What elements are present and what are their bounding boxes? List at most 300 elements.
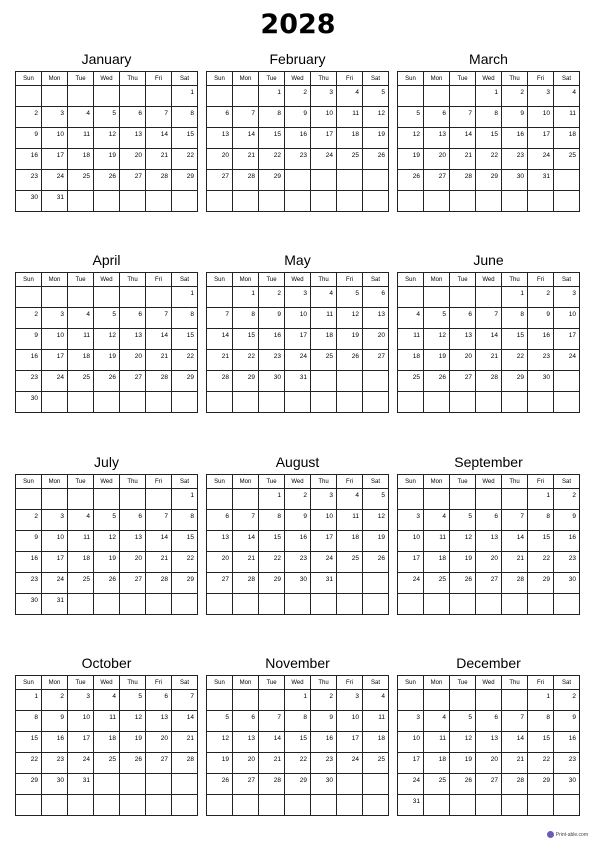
day-cell bbox=[94, 86, 120, 107]
weekday-header: Thu bbox=[311, 475, 337, 489]
day-cell bbox=[42, 86, 68, 107]
weekday-header: Sun bbox=[16, 475, 42, 489]
day-cell: 2 bbox=[16, 510, 42, 531]
day-cell: 5 bbox=[207, 711, 233, 732]
day-cell: 15 bbox=[233, 329, 259, 350]
day-cell: 30 bbox=[42, 774, 68, 795]
weekday-header: Fri bbox=[146, 273, 172, 287]
day-cell: 2 bbox=[16, 107, 42, 128]
day-cell: 19 bbox=[363, 531, 389, 552]
day-cell: 27 bbox=[120, 371, 146, 392]
day-cell: 5 bbox=[398, 107, 424, 128]
day-cell: 14 bbox=[146, 531, 172, 552]
weekday-header: Wed bbox=[476, 676, 502, 690]
weekday-header: Tue bbox=[68, 475, 94, 489]
day-cell bbox=[528, 594, 554, 615]
day-cell bbox=[398, 594, 424, 615]
day-cell: 21 bbox=[172, 732, 198, 753]
day-cell: 2 bbox=[311, 690, 337, 711]
day-cell bbox=[363, 573, 389, 594]
day-cell: 5 bbox=[94, 510, 120, 531]
month-grid bbox=[15, 675, 198, 816]
day-cell bbox=[94, 489, 120, 510]
day-cell bbox=[311, 795, 337, 816]
day-cell: 4 bbox=[424, 510, 450, 531]
weekday-header: Tue bbox=[259, 273, 285, 287]
weekday-header: Thu bbox=[311, 676, 337, 690]
weekday-header: Sun bbox=[398, 676, 424, 690]
month-calendar bbox=[206, 47, 389, 212]
day-cell: 30 bbox=[16, 594, 42, 615]
day-cell: 19 bbox=[207, 753, 233, 774]
day-cell: 12 bbox=[207, 732, 233, 753]
day-cell: 1 bbox=[172, 489, 198, 510]
day-cell bbox=[528, 795, 554, 816]
weekday-header: Sun bbox=[16, 676, 42, 690]
day-cell bbox=[233, 191, 259, 212]
day-cell: 17 bbox=[42, 149, 68, 170]
weekday-header: Mon bbox=[233, 676, 259, 690]
day-cell: 1 bbox=[259, 489, 285, 510]
day-cell: 20 bbox=[233, 753, 259, 774]
day-cell: 7 bbox=[146, 510, 172, 531]
day-cell: 6 bbox=[476, 510, 502, 531]
day-cell: 2 bbox=[285, 86, 311, 107]
day-cell: 23 bbox=[16, 170, 42, 191]
day-cell: 13 bbox=[476, 732, 502, 753]
day-cell bbox=[450, 287, 476, 308]
weekday-header: Mon bbox=[42, 676, 68, 690]
day-cell: 18 bbox=[311, 329, 337, 350]
day-cell: 22 bbox=[16, 753, 42, 774]
day-cell: 1 bbox=[16, 690, 42, 711]
weekday-header: Wed bbox=[476, 475, 502, 489]
day-cell bbox=[424, 690, 450, 711]
weekday-header: Sun bbox=[207, 273, 233, 287]
day-cell: 1 bbox=[172, 287, 198, 308]
day-cell: 30 bbox=[311, 774, 337, 795]
weekday-header: Mon bbox=[424, 72, 450, 86]
month-grid bbox=[206, 675, 389, 816]
day-cell: 30 bbox=[259, 371, 285, 392]
day-cell: 8 bbox=[16, 711, 42, 732]
day-cell: 17 bbox=[398, 753, 424, 774]
day-cell bbox=[146, 594, 172, 615]
day-cell: 13 bbox=[120, 128, 146, 149]
day-cell bbox=[311, 594, 337, 615]
month-name: March bbox=[469, 51, 508, 67]
day-cell bbox=[450, 86, 476, 107]
day-cell: 6 bbox=[424, 107, 450, 128]
day-cell bbox=[146, 392, 172, 413]
day-cell: 22 bbox=[172, 350, 198, 371]
weekday-header: Wed bbox=[476, 72, 502, 86]
day-cell: 20 bbox=[424, 149, 450, 170]
day-cell: 27 bbox=[146, 753, 172, 774]
day-cell: 6 bbox=[120, 510, 146, 531]
day-cell: 8 bbox=[502, 308, 528, 329]
day-cell: 11 bbox=[68, 329, 94, 350]
month-grid bbox=[206, 474, 389, 615]
day-cell bbox=[450, 690, 476, 711]
day-cell: 28 bbox=[146, 371, 172, 392]
day-cell: 31 bbox=[398, 795, 424, 816]
day-cell: 21 bbox=[233, 552, 259, 573]
day-cell bbox=[554, 392, 580, 413]
weekday-header: Sat bbox=[172, 475, 198, 489]
day-cell: 26 bbox=[450, 573, 476, 594]
day-cell: 4 bbox=[337, 86, 363, 107]
day-cell bbox=[207, 191, 233, 212]
day-cell: 19 bbox=[94, 149, 120, 170]
day-cell bbox=[528, 191, 554, 212]
day-cell: 5 bbox=[450, 711, 476, 732]
day-cell: 9 bbox=[259, 308, 285, 329]
day-cell: 28 bbox=[502, 774, 528, 795]
day-cell bbox=[337, 170, 363, 191]
weekday-header: Thu bbox=[120, 72, 146, 86]
day-cell: 4 bbox=[68, 308, 94, 329]
day-cell: 14 bbox=[172, 711, 198, 732]
day-cell bbox=[233, 594, 259, 615]
day-cell bbox=[337, 191, 363, 212]
day-cell: 2 bbox=[528, 287, 554, 308]
day-cell: 30 bbox=[554, 573, 580, 594]
day-cell: 26 bbox=[207, 774, 233, 795]
day-cell: 11 bbox=[363, 711, 389, 732]
day-cell: 21 bbox=[476, 350, 502, 371]
day-cell bbox=[120, 287, 146, 308]
month-name: October bbox=[81, 655, 132, 671]
day-cell: 2 bbox=[554, 489, 580, 510]
day-cell bbox=[146, 489, 172, 510]
day-cell: 5 bbox=[363, 86, 389, 107]
brand-logo-icon bbox=[547, 831, 554, 838]
day-cell: 28 bbox=[502, 573, 528, 594]
day-cell bbox=[311, 392, 337, 413]
day-cell: 18 bbox=[363, 732, 389, 753]
day-cell bbox=[207, 489, 233, 510]
day-cell: 21 bbox=[146, 149, 172, 170]
day-cell: 11 bbox=[337, 107, 363, 128]
day-cell: 16 bbox=[528, 329, 554, 350]
day-cell: 11 bbox=[337, 510, 363, 531]
day-cell: 17 bbox=[554, 329, 580, 350]
day-cell: 4 bbox=[68, 510, 94, 531]
weekday-header: Sat bbox=[554, 273, 580, 287]
day-cell: 1 bbox=[172, 86, 198, 107]
weekday-header: Sat bbox=[363, 475, 389, 489]
day-cell: 18 bbox=[337, 531, 363, 552]
weekday-header: Mon bbox=[424, 273, 450, 287]
day-cell: 15 bbox=[172, 128, 198, 149]
day-cell: 21 bbox=[146, 552, 172, 573]
day-cell bbox=[16, 86, 42, 107]
weekday-header: Fri bbox=[528, 475, 554, 489]
day-cell: 30 bbox=[502, 170, 528, 191]
day-cell bbox=[42, 489, 68, 510]
day-cell bbox=[476, 191, 502, 212]
day-cell bbox=[68, 287, 94, 308]
day-cell: 26 bbox=[94, 371, 120, 392]
day-cell bbox=[172, 594, 198, 615]
day-cell: 10 bbox=[528, 107, 554, 128]
day-cell: 2 bbox=[502, 86, 528, 107]
day-cell: 24 bbox=[554, 350, 580, 371]
day-cell: 9 bbox=[285, 107, 311, 128]
weekday-header: Sat bbox=[554, 475, 580, 489]
day-cell: 7 bbox=[172, 690, 198, 711]
month-calendar bbox=[397, 248, 580, 413]
weekday-header: Tue bbox=[259, 475, 285, 489]
day-cell: 18 bbox=[68, 552, 94, 573]
day-cell bbox=[311, 371, 337, 392]
day-cell: 13 bbox=[207, 531, 233, 552]
day-cell bbox=[337, 795, 363, 816]
day-cell: 21 bbox=[146, 350, 172, 371]
day-cell bbox=[424, 191, 450, 212]
day-cell: 10 bbox=[42, 329, 68, 350]
weekday-header: Thu bbox=[120, 475, 146, 489]
day-cell: 8 bbox=[476, 107, 502, 128]
day-cell: 19 bbox=[424, 350, 450, 371]
day-cell: 2 bbox=[554, 690, 580, 711]
day-cell: 28 bbox=[476, 371, 502, 392]
day-cell bbox=[476, 690, 502, 711]
day-cell bbox=[120, 795, 146, 816]
day-cell: 25 bbox=[68, 170, 94, 191]
day-cell bbox=[450, 191, 476, 212]
day-cell: 12 bbox=[120, 711, 146, 732]
day-cell: 21 bbox=[502, 552, 528, 573]
day-cell: 21 bbox=[259, 753, 285, 774]
weekday-header: Sat bbox=[554, 676, 580, 690]
weekday-header: Wed bbox=[285, 72, 311, 86]
day-cell: 9 bbox=[311, 711, 337, 732]
weekday-header: Sat bbox=[172, 72, 198, 86]
day-cell: 25 bbox=[337, 552, 363, 573]
day-cell: 10 bbox=[42, 531, 68, 552]
day-cell bbox=[94, 191, 120, 212]
day-cell bbox=[337, 594, 363, 615]
month-grid bbox=[397, 474, 580, 615]
day-cell bbox=[207, 86, 233, 107]
day-cell: 16 bbox=[16, 350, 42, 371]
weekday-header: Thu bbox=[502, 72, 528, 86]
day-cell: 11 bbox=[398, 329, 424, 350]
day-cell bbox=[120, 594, 146, 615]
day-cell: 28 bbox=[233, 170, 259, 191]
day-cell: 25 bbox=[337, 149, 363, 170]
day-cell: 16 bbox=[285, 128, 311, 149]
day-cell: 9 bbox=[554, 711, 580, 732]
weekday-header: Sun bbox=[398, 273, 424, 287]
day-cell bbox=[172, 774, 198, 795]
day-cell bbox=[337, 392, 363, 413]
day-cell: 16 bbox=[502, 128, 528, 149]
day-cell bbox=[476, 392, 502, 413]
month-name: May bbox=[284, 252, 311, 268]
day-cell: 22 bbox=[285, 753, 311, 774]
day-cell bbox=[146, 86, 172, 107]
day-cell: 10 bbox=[42, 128, 68, 149]
day-cell bbox=[476, 489, 502, 510]
day-cell: 30 bbox=[16, 191, 42, 212]
day-cell bbox=[16, 489, 42, 510]
day-cell: 9 bbox=[16, 531, 42, 552]
day-cell: 27 bbox=[120, 170, 146, 191]
day-cell: 14 bbox=[502, 732, 528, 753]
weekday-header: Fri bbox=[146, 72, 172, 86]
month-calendar bbox=[206, 651, 389, 816]
day-cell: 7 bbox=[450, 107, 476, 128]
day-cell: 24 bbox=[42, 371, 68, 392]
day-cell: 24 bbox=[68, 753, 94, 774]
day-cell: 24 bbox=[285, 350, 311, 371]
day-cell: 31 bbox=[311, 573, 337, 594]
day-cell bbox=[259, 191, 285, 212]
day-cell: 1 bbox=[233, 287, 259, 308]
day-cell: 29 bbox=[502, 371, 528, 392]
day-cell: 15 bbox=[259, 128, 285, 149]
day-cell: 14 bbox=[233, 128, 259, 149]
day-cell bbox=[311, 170, 337, 191]
weekday-header: Wed bbox=[94, 676, 120, 690]
day-cell: 1 bbox=[528, 690, 554, 711]
day-cell: 9 bbox=[554, 510, 580, 531]
day-cell: 23 bbox=[528, 350, 554, 371]
day-cell: 26 bbox=[398, 170, 424, 191]
day-cell bbox=[424, 795, 450, 816]
day-cell: 21 bbox=[233, 149, 259, 170]
day-cell: 18 bbox=[68, 350, 94, 371]
day-cell: 10 bbox=[554, 308, 580, 329]
day-cell: 5 bbox=[94, 107, 120, 128]
month-calendar bbox=[15, 248, 198, 413]
day-cell: 26 bbox=[450, 774, 476, 795]
day-cell: 24 bbox=[528, 149, 554, 170]
day-cell: 8 bbox=[528, 510, 554, 531]
day-cell: 16 bbox=[554, 531, 580, 552]
day-cell: 1 bbox=[259, 86, 285, 107]
day-cell: 13 bbox=[120, 329, 146, 350]
day-cell: 5 bbox=[424, 308, 450, 329]
day-cell bbox=[172, 392, 198, 413]
day-cell: 22 bbox=[502, 350, 528, 371]
month-calendar bbox=[206, 450, 389, 615]
weekday-header: Thu bbox=[502, 273, 528, 287]
day-cell: 18 bbox=[554, 128, 580, 149]
weekday-header: Fri bbox=[146, 475, 172, 489]
month-grid bbox=[397, 675, 580, 816]
day-cell: 11 bbox=[68, 531, 94, 552]
day-cell: 8 bbox=[528, 711, 554, 732]
day-cell: 19 bbox=[337, 329, 363, 350]
day-cell: 31 bbox=[68, 774, 94, 795]
day-cell: 18 bbox=[424, 753, 450, 774]
day-cell: 27 bbox=[233, 774, 259, 795]
day-cell bbox=[16, 795, 42, 816]
day-cell: 7 bbox=[146, 308, 172, 329]
day-cell bbox=[16, 287, 42, 308]
day-cell: 26 bbox=[94, 170, 120, 191]
day-cell bbox=[398, 287, 424, 308]
day-cell: 22 bbox=[476, 149, 502, 170]
day-cell: 3 bbox=[42, 107, 68, 128]
day-cell: 18 bbox=[68, 149, 94, 170]
day-cell: 16 bbox=[285, 531, 311, 552]
day-cell: 29 bbox=[172, 170, 198, 191]
day-cell bbox=[554, 594, 580, 615]
day-cell bbox=[259, 795, 285, 816]
day-cell bbox=[172, 795, 198, 816]
day-cell bbox=[207, 690, 233, 711]
weekday-header: Sun bbox=[16, 273, 42, 287]
day-cell: 23 bbox=[285, 149, 311, 170]
day-cell bbox=[450, 594, 476, 615]
weekday-header: Sat bbox=[172, 273, 198, 287]
day-cell: 6 bbox=[363, 287, 389, 308]
day-cell: 9 bbox=[42, 711, 68, 732]
weekday-header: Tue bbox=[68, 676, 94, 690]
month-calendar bbox=[397, 47, 580, 212]
day-cell bbox=[68, 594, 94, 615]
weekday-header: Sat bbox=[363, 72, 389, 86]
day-cell: 23 bbox=[259, 350, 285, 371]
day-cell: 16 bbox=[16, 552, 42, 573]
day-cell: 3 bbox=[554, 287, 580, 308]
day-cell bbox=[554, 191, 580, 212]
day-cell: 6 bbox=[120, 107, 146, 128]
day-cell: 14 bbox=[207, 329, 233, 350]
day-cell: 26 bbox=[363, 149, 389, 170]
day-cell: 28 bbox=[172, 753, 198, 774]
day-cell: 26 bbox=[120, 753, 146, 774]
day-cell: 25 bbox=[424, 573, 450, 594]
day-cell: 1 bbox=[502, 287, 528, 308]
month-name: August bbox=[275, 454, 320, 470]
day-cell: 31 bbox=[285, 371, 311, 392]
day-cell: 9 bbox=[16, 329, 42, 350]
day-cell: 9 bbox=[16, 128, 42, 149]
day-cell: 12 bbox=[450, 732, 476, 753]
day-cell: 4 bbox=[424, 711, 450, 732]
day-cell: 25 bbox=[363, 753, 389, 774]
month-name: July bbox=[94, 454, 119, 470]
day-cell: 16 bbox=[259, 329, 285, 350]
day-cell: 5 bbox=[120, 690, 146, 711]
day-cell: 10 bbox=[398, 531, 424, 552]
day-cell bbox=[502, 690, 528, 711]
day-cell bbox=[424, 594, 450, 615]
day-cell bbox=[398, 191, 424, 212]
day-cell: 2 bbox=[259, 287, 285, 308]
day-cell: 28 bbox=[259, 774, 285, 795]
weekday-header: Sun bbox=[207, 72, 233, 86]
month-calendar bbox=[206, 248, 389, 413]
day-cell bbox=[285, 170, 311, 191]
day-cell bbox=[68, 392, 94, 413]
day-cell: 14 bbox=[146, 329, 172, 350]
day-cell: 22 bbox=[528, 753, 554, 774]
day-cell: 4 bbox=[337, 489, 363, 510]
day-cell bbox=[502, 594, 528, 615]
day-cell: 21 bbox=[502, 753, 528, 774]
month-grid bbox=[397, 71, 580, 212]
day-cell: 4 bbox=[398, 308, 424, 329]
day-cell: 27 bbox=[450, 371, 476, 392]
day-cell: 29 bbox=[259, 170, 285, 191]
